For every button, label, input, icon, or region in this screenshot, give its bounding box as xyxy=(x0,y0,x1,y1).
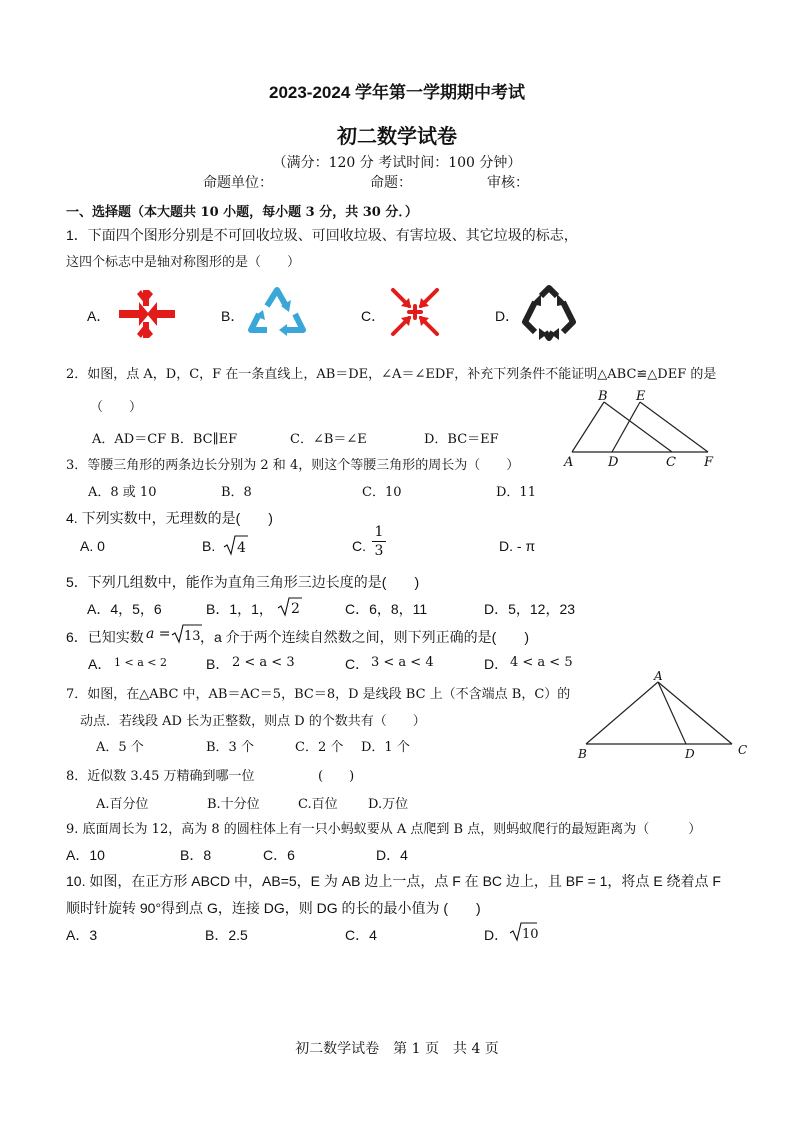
q2-blank: （ ） xyxy=(90,400,143,415)
q10-sqrt-d xyxy=(508,920,538,946)
q2-option-c: C．∠B＝∠E xyxy=(290,432,367,447)
q9-option-c: C．6 xyxy=(263,847,295,863)
q2-label-a: A xyxy=(564,455,574,470)
q7-option-d: D．1 个 xyxy=(361,740,410,755)
q1-stem-line2: 这四个标志中是轴对称图形的是（ ） xyxy=(66,255,301,270)
q6-option-a-label: A． xyxy=(88,656,112,672)
q5-option-a: A．4，5，6 xyxy=(87,601,162,617)
q8-option-b: B.十分位 xyxy=(207,797,260,812)
q5-stem: 5．下列几组数中，能作为直角三角形三边长度的是( ) xyxy=(66,574,420,590)
q5-option-d: D．5，12，23 xyxy=(484,601,576,617)
q2-option-d: D．BC＝EF xyxy=(424,432,499,447)
black-triangle-arrows-icon xyxy=(521,284,577,342)
q10-option-c: C．4 xyxy=(345,927,377,943)
q3-option-a: A．8 或 10 xyxy=(88,485,157,500)
q2-option-ab: A．AD＝CF B．BC∥EF xyxy=(92,432,238,447)
q2-label-c: C xyxy=(666,455,676,470)
q10-option-d: D． xyxy=(484,927,509,943)
q2-stem: 2．如图，点 A，D，C，F 在一条直线上，AB＝DE，∠A＝∠EDF，补充下列条件不能证明△ABC≌△DEF 的是 xyxy=(66,367,717,382)
q9-stem: 9. 底面周长为 12，高为 8 的圆柱体上有一只小蚂蚁要从 A 点爬到 B 点，则蚂蚁爬行的最短距离为（ ） xyxy=(66,822,702,837)
q6-option-d: 4 < a < 5 xyxy=(510,655,573,670)
q4-stem: 4. 下列实数中，无理数的是( ) xyxy=(66,510,273,526)
q7-label-d: D xyxy=(685,747,695,761)
q4-option-c: C. xyxy=(352,538,366,554)
q8-stem: 8．近似数 3.45 万精确到哪一位 xyxy=(66,769,255,784)
q1-option-d: D． xyxy=(495,308,520,324)
q5-sqrt-b-value: 2 xyxy=(291,601,300,617)
q6-sqrt xyxy=(170,622,204,648)
paper-title: 初二数学试卷 xyxy=(337,124,457,148)
q10-option-b: B．2.5 xyxy=(205,927,248,943)
q5-option-b: B．1，1， xyxy=(206,601,273,617)
q7-stem-line2: 动点．若线段 AD 长为正整数，则点 D 的个数共有（ ） xyxy=(80,714,426,729)
q6-sqrt-value: 13 xyxy=(184,629,201,644)
exam-info: （满分：120 分 考试时间：100 分钟） xyxy=(272,155,522,171)
q4-sqrt-b-value: 4 xyxy=(237,540,246,556)
q1-stem-line1: 1．下面四个图形分别是不可回收垃圾、可回收垃圾、有害垃圾、其它垃圾的标志， xyxy=(66,227,578,243)
q2-label-e: E xyxy=(636,389,646,404)
q1-option-c: C． xyxy=(361,308,386,324)
q10-sqrt-d-value: 10 xyxy=(522,927,538,942)
q6-option-a: 1 < a < 2 xyxy=(114,656,167,669)
q4-fraction xyxy=(372,524,386,559)
q2-label-f: F xyxy=(704,455,714,470)
q8-option-d: D.万位 xyxy=(368,797,409,812)
q7-label-a: A xyxy=(654,669,663,683)
exam-title: 2023-2024 学年第一学期期中考试 xyxy=(268,83,526,102)
q4-option-d: D. - π xyxy=(499,538,536,554)
blue-recycle-icon xyxy=(245,284,309,340)
q4-sqrt-b xyxy=(222,533,250,561)
q3-option-c: C．10 xyxy=(362,485,402,500)
q4-option-b: B. xyxy=(202,538,216,554)
q7-label-b: B xyxy=(578,747,587,761)
q5-sqrt-b xyxy=(276,595,304,621)
q10-stem-line2: 顺时针旋转 90°得到点 G，连接 DG，则 DG 的长的最小值为 ( ) xyxy=(66,900,481,916)
page-footer: 初二数学试卷 第 1 页 共 4 页 xyxy=(295,1041,499,1057)
q9-option-d: D．4 xyxy=(376,847,408,863)
review-label: 审核： xyxy=(487,175,529,191)
q7-option-c: C．2 个 xyxy=(295,740,344,755)
q6-option-b: 2 < a < 3 xyxy=(232,655,295,670)
q3-option-b: B．8 xyxy=(221,485,252,500)
q7-option-b: B．3 个 xyxy=(206,740,254,755)
unit-label: 命题单位： xyxy=(203,175,273,191)
q8-option-c: C.百位 xyxy=(298,797,338,812)
q7-label-c: C xyxy=(738,743,748,757)
red-cross-arrows-icon xyxy=(387,284,443,340)
q10-option-a: A．3 xyxy=(66,927,98,943)
q1-option-b: B． xyxy=(221,308,245,324)
q6-stem-pre: 6．已知实数 xyxy=(66,629,144,645)
q7-option-a: A．5 个 xyxy=(96,740,144,755)
q8-blank: ( ) xyxy=(318,769,355,784)
q3-option-d: D．11 xyxy=(496,485,536,500)
section-heading: 一、选择题（本大题共 10 小题，每小题 3 分，共 30 分．） xyxy=(66,205,418,220)
author-label: 命题： xyxy=(370,175,412,191)
q10-stem-line1: 10. 如图，在正方形 ABCD 中，AB=5，E 为 AB 边上一点，点 F 在 BC 边上，且 BF = 1，将点 E 绕着点 F xyxy=(66,873,721,889)
q2-figure xyxy=(560,388,720,470)
q9-option-b: B．8 xyxy=(180,847,212,863)
q2-label-d: D xyxy=(608,455,619,470)
q2-label-b: B xyxy=(598,389,608,404)
q6-option-b-label: B． xyxy=(206,656,230,672)
red-arrows-icon xyxy=(113,288,177,340)
q6-stem-post: ，a 介于两个连续自然数之间，则下列正确的是( ) xyxy=(200,629,529,645)
q8-option-a: A.百分位 xyxy=(96,797,149,812)
q7-figure xyxy=(572,668,754,764)
q6-option-d-label: D． xyxy=(484,656,509,672)
q6-option-c-label: C． xyxy=(345,656,370,672)
q4-option-a: A. 0 xyxy=(80,538,105,554)
q6-option-c: 3 < a < 4 xyxy=(371,655,434,670)
q7-stem-line1: 7．如图，在△ABC 中，AB＝AC＝5，BC＝8，D 是线段 BC 上（不含端点 B，C）的 xyxy=(66,687,571,702)
q1-option-a: A． xyxy=(87,308,111,324)
q4-frac-num: 1 xyxy=(374,524,384,540)
q9-option-a: A．10 xyxy=(66,847,105,863)
q3-stem: 3．等腰三角形的两条边长分别为 2 和 4，则这个等腰三角形的周长为（ ） xyxy=(66,458,520,473)
q6-expr: a = xyxy=(146,626,171,642)
q5-option-c: C．6，8，11 xyxy=(345,601,428,617)
q4-frac-den: 3 xyxy=(374,543,384,559)
